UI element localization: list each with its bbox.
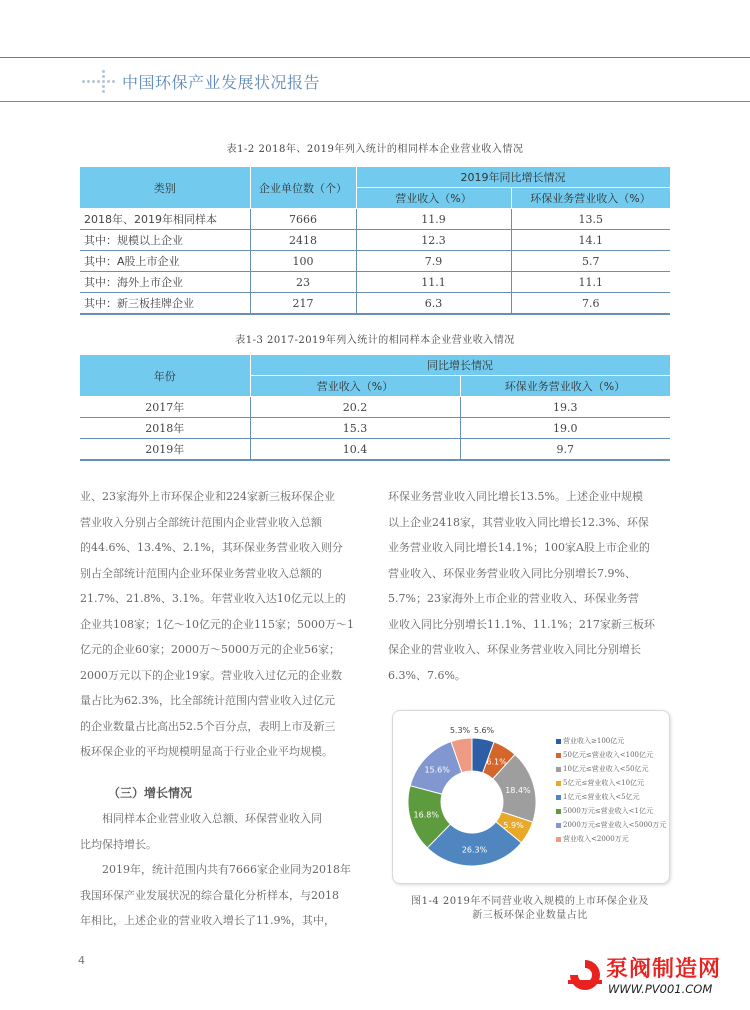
cell-count: 100	[250, 251, 356, 272]
text-line: 2000万元以下的企业19家。营业收入过亿元的企业数	[80, 668, 342, 682]
table-row	[80, 230, 670, 251]
legend-swatch	[556, 795, 561, 800]
col-header-revenue: 营业收入（%）	[250, 376, 460, 397]
text-line: 21.7%、21.8%、3.1%。年营业收入达10亿元以上的	[80, 592, 346, 605]
table1-caption: 表1-2 2018年、2019年列入统计的相同样本企业营业收入情况	[226, 144, 524, 155]
col-header-env-revenue: 环保业务营业收入（%）	[511, 188, 670, 209]
table-row	[80, 293, 670, 315]
figure-caption-line-1: 图1-4 2019年不同营业收入规模的上市环保企业及	[411, 896, 649, 907]
legend-swatch	[556, 753, 561, 758]
table-row	[80, 251, 670, 272]
table-row	[80, 418, 670, 439]
text-line: 企业共108家；1亿～10亿元的企业115家；5000万～1	[80, 617, 354, 631]
legend-item	[556, 748, 666, 762]
cell-revenue: 11.1	[356, 272, 511, 293]
header-rule-bottom	[0, 101, 750, 102]
cell-count: 7666	[250, 209, 356, 230]
text-line: 业务营业收入同比增长14.1%；100家A股上市企业的	[388, 541, 650, 554]
legend-label: 1亿元≤营业收入<5亿元	[563, 793, 640, 801]
cell-revenue: 7.9	[356, 251, 511, 272]
cell-revenue: 12.3	[356, 230, 511, 251]
cell-category: 其中：规模以上企业	[80, 230, 250, 251]
text-line: 亿元的企业60家；2000万～5000万元的企业56家；	[80, 643, 340, 656]
slice-label: 6.1%	[486, 757, 507, 767]
text-line: 业收入同比分别增长11.1%、11.1%；217家新三板环	[388, 617, 655, 631]
text-line: 量占比为62.3%，比全部统计范围内营业收入过亿元	[80, 694, 335, 707]
header-dot	[82, 80, 85, 83]
slice-label: 5.9%	[503, 821, 524, 831]
table-row	[80, 272, 670, 293]
text-line: 我国环保产业发展状况的综合量化分析样本，与2018	[80, 888, 339, 902]
cell-year: 2017年	[80, 397, 250, 418]
cell-category: 其中：海外上市企业	[80, 272, 250, 293]
text-line: 6.3%、7.6%。	[388, 668, 466, 682]
cell-count: 23	[250, 272, 356, 293]
watermark-logo-icon	[566, 956, 604, 996]
cell-category: 其中：A股上市企业	[80, 251, 250, 272]
header-dot	[112, 80, 115, 83]
cell-env-revenue: 14.1	[511, 230, 670, 251]
cell-count: 217	[250, 293, 356, 315]
left-body-text	[80, 484, 372, 765]
header-dot	[107, 80, 110, 83]
text-line: 营业收入分别占全部统计范围内企业营业收入总额	[80, 515, 322, 529]
header-dot	[102, 75, 105, 78]
text-line: 比均保持增长。	[80, 837, 157, 851]
legend-item	[556, 832, 666, 846]
running-header	[80, 66, 320, 96]
figure-caption-line-2: 新三板环保企业数量占比	[472, 910, 588, 921]
header-dot	[87, 80, 90, 83]
table-row	[80, 397, 670, 418]
cell-year: 2019年	[80, 439, 250, 461]
watermark-name: 泵阀制造网	[606, 957, 722, 982]
chart-legend	[556, 734, 666, 846]
text-line: 以上企业2418家，其营业收入同比增长12.3%、环保	[388, 515, 649, 529]
cell-revenue: 11.9	[356, 209, 511, 230]
legend-label: 2000万元≤营业收入<5000万元	[563, 821, 667, 829]
table2-caption: 表1-3 2017-2019年列入统计的相同样本企业营业收入情况	[235, 335, 515, 346]
header-dot	[102, 90, 105, 93]
cell-category: 2018年、2019年相同样本	[80, 209, 250, 230]
text-line: 的44.6%、13.4%、2.1%，其环保业务营业收入则分	[80, 541, 343, 554]
col-header-revenue: 营业收入（%）	[356, 188, 511, 209]
donut-chart	[392, 712, 552, 880]
legend-label: 营业收入<2000万元	[563, 835, 629, 843]
slice-label: 15.6%	[424, 765, 450, 775]
legend-swatch	[556, 767, 561, 772]
header-dots-icon	[80, 68, 116, 94]
cell-revenue: 6.3	[356, 293, 511, 315]
text-line: 的企业数量占比高出52.5个百分点，表明上市及新三	[80, 719, 336, 733]
legend-item	[556, 776, 666, 790]
text-line: 年相比，上述企业的营业收入增长了11.9%，其中，	[80, 914, 335, 927]
legend-label: 10亿元≤营业收入<50亿元	[563, 765, 649, 773]
text-line: 保企业的营业收入、环保业务营业收入同比分别增长	[388, 643, 641, 656]
legend-item	[556, 762, 666, 776]
text-line: 板环保企业的平均规模明显高于行业企业平均规模。	[80, 745, 333, 758]
header-dot	[102, 70, 105, 73]
legend-label: 5000万元≤营业收入<1亿元	[563, 807, 653, 815]
legend-label: 50亿元≤营业收入<100亿元	[563, 751, 653, 759]
slice-label: 5.3%	[449, 726, 471, 735]
header-dot	[97, 80, 100, 83]
header-dot	[102, 85, 105, 88]
header-dot	[102, 80, 105, 83]
left-body-text-2	[80, 806, 372, 934]
header-dot	[92, 80, 95, 83]
legend-swatch	[556, 837, 561, 842]
cell-count: 2418	[250, 230, 356, 251]
cell-revenue: 15.3	[250, 418, 460, 439]
table-1-3	[80, 355, 671, 461]
cell-env-revenue: 11.1	[511, 272, 670, 293]
right-body-text	[388, 484, 680, 688]
legend-item	[556, 790, 666, 804]
cell-env-revenue: 19.0	[460, 418, 670, 439]
cell-env-revenue: 9.7	[460, 439, 670, 461]
col-header-env-revenue: 环保业务营业收入（%）	[460, 376, 670, 397]
page-number: 4	[78, 954, 85, 967]
cell-env-revenue: 13.5	[511, 209, 670, 230]
legend-swatch	[556, 823, 561, 828]
legend-label: 5亿元≤营业收入<10亿元	[563, 779, 645, 787]
table-1-2	[80, 167, 671, 315]
slice-label: 16.8%	[413, 810, 439, 820]
slice-label: 18.4%	[505, 785, 531, 795]
section-heading: （三）增长情况	[108, 786, 193, 800]
slice-label: 5.6%	[473, 726, 495, 735]
cell-revenue: 20.2	[250, 397, 460, 418]
legend-swatch	[556, 809, 561, 814]
text-line: 2019年，统计范围内共有7666家企业同为2018年	[80, 863, 351, 876]
table-row	[80, 209, 670, 230]
table-row	[80, 439, 670, 461]
cell-env-revenue: 7.6	[511, 293, 670, 315]
cell-revenue: 10.4	[250, 439, 460, 461]
report-title: 中国环保产业发展状况报告	[122, 72, 321, 92]
watermark	[566, 950, 746, 1005]
cell-env-revenue: 19.3	[460, 397, 670, 418]
watermark-url: WWW.PV001.COM	[608, 982, 713, 996]
cell-year: 2018年	[80, 418, 250, 439]
text-line: 业、23家海外上市环保企业和224家新三板环保企业	[80, 490, 335, 503]
text-line: 5.7%；23家海外上市企业的营业收入、环保业务营	[388, 592, 639, 605]
legend-item	[556, 818, 666, 832]
col-header-year: 年份	[80, 355, 250, 397]
legend-item	[556, 734, 666, 748]
col-header-group: 2019年同比增长情况	[356, 167, 670, 188]
legend-label: 营业收入≥100亿元	[563, 737, 625, 745]
legend-swatch	[556, 781, 561, 786]
header-rule-top	[0, 57, 750, 58]
figure-caption	[392, 895, 668, 923]
cell-category: 其中：新三板挂牌企业	[80, 293, 250, 315]
text-line: 相同样本企业营业收入总额、环保营业收入同	[80, 812, 322, 825]
text-line: 别占全部统计范围内企业环保业务营业收入总额的	[80, 566, 322, 580]
col-header-count: 企业单位数（个）	[250, 167, 356, 209]
legend-item	[556, 804, 666, 818]
cell-env-revenue: 5.7	[511, 251, 670, 272]
text-line: 营业收入、环保业务营业收入同比分别增长7.9%、	[388, 566, 636, 580]
legend-swatch	[556, 739, 561, 744]
text-line: 环保业务营业收入同比增长13.5%。上述企业中规模	[388, 490, 643, 503]
col-header-category: 类别	[80, 167, 250, 209]
slice-label: 26.3%	[461, 845, 488, 855]
col-header-group: 同比增长情况	[250, 355, 670, 376]
